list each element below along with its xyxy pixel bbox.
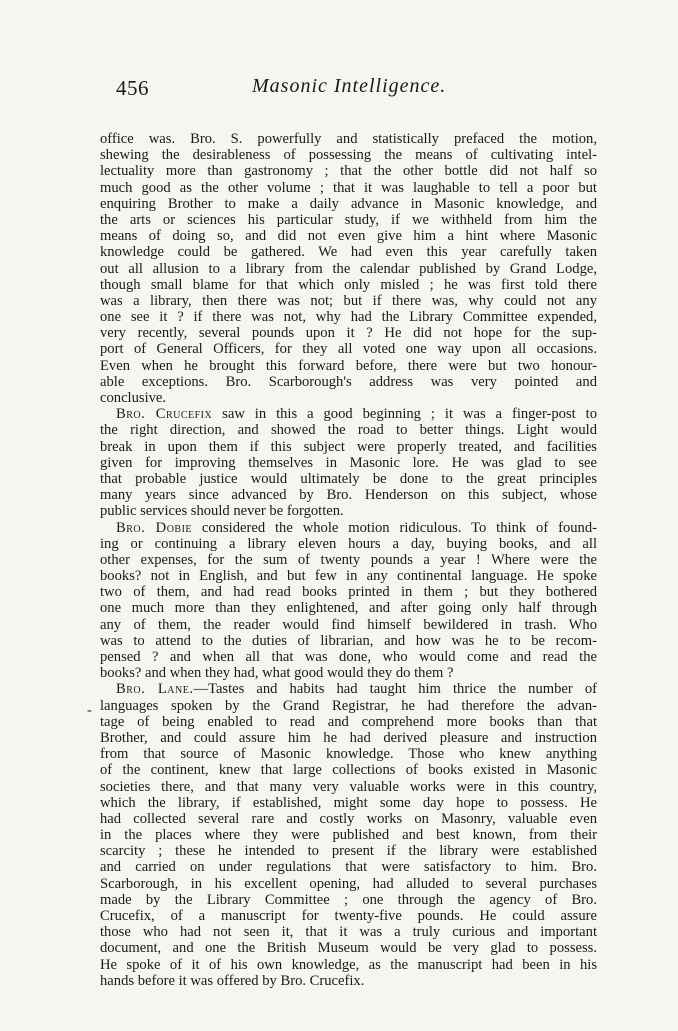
line-text: tage of being enabled to read and comprehend more books than that bbox=[100, 713, 597, 730]
text-line bbox=[100, 293, 597, 309]
line-text: of the continent, knew that large collections of books existed in Masonic bbox=[100, 762, 597, 779]
text-line bbox=[100, 196, 597, 212]
line-text: Crucefix, of a manuscript for twenty-five pounds. He could assure bbox=[100, 908, 597, 924]
line-text: those who had not seen it, that it was a truly curious and important bbox=[100, 924, 597, 941]
line-text: from that source of Masonic knowledge. Those who knew anything bbox=[100, 746, 597, 763]
text-line bbox=[100, 714, 597, 730]
line-text: any of them, the reader would find himself bewildered in trash. Who bbox=[100, 616, 597, 633]
text-line bbox=[100, 471, 597, 487]
page-header bbox=[102, 72, 598, 102]
line-text: languages spoken by the Grand Registrar, he had therefore the advan- bbox=[100, 697, 597, 714]
text-line bbox=[100, 244, 597, 260]
text-line bbox=[100, 552, 597, 568]
body-text bbox=[100, 131, 597, 989]
text-line bbox=[100, 617, 597, 633]
text-line bbox=[100, 147, 597, 163]
speaker-name: Bro. Dobie bbox=[116, 519, 193, 536]
line-text: ing or continuing a library eleven hours a day, buying books, and all bbox=[100, 535, 597, 552]
line-text: public services should never be forgotten. bbox=[100, 503, 344, 520]
line-text: shewing the desirableness of possessing the means of cultivating intel- bbox=[100, 147, 597, 164]
margin-mark: - bbox=[87, 703, 92, 718]
text-line bbox=[100, 779, 597, 795]
text-line bbox=[100, 957, 597, 973]
line-text: books? not in English, and but few in any continental language. He spoke bbox=[100, 568, 597, 585]
line-text: scarcity ; these he intended to present if the library were established bbox=[100, 843, 597, 860]
line-text: the arts or sciences his particular study, if we withheld from him the bbox=[100, 211, 597, 228]
line-text: the right direction, and showed the road to better things. Light would bbox=[100, 422, 597, 439]
text-line bbox=[100, 746, 597, 762]
text-line bbox=[100, 762, 597, 778]
text-line bbox=[100, 131, 597, 147]
text-line bbox=[100, 827, 597, 843]
line-text: given for improving themselves in Masonic lore. He was glad to see bbox=[100, 454, 597, 471]
line-text: books? and when they had, what good would they do them ? bbox=[100, 665, 454, 682]
text-line bbox=[100, 908, 597, 924]
line-text: in the places where they were published and best known, from their bbox=[100, 827, 597, 844]
page-number: 456 bbox=[116, 76, 149, 100]
text-line bbox=[100, 390, 597, 406]
line-text: Brother, and could assure him he had derived pleasure and instruction bbox=[100, 729, 597, 746]
line-text: made by the Library Committee ; one through the agency of Bro. bbox=[100, 891, 597, 908]
line-text: many years since advanced by Bro. Henderson on this subject, whose bbox=[100, 487, 597, 504]
text-line bbox=[100, 422, 597, 438]
text-line bbox=[100, 600, 597, 616]
text-line bbox=[100, 843, 597, 859]
text-line bbox=[100, 795, 597, 811]
line-text: that probable justice would ultimately be done to the great principles bbox=[100, 470, 597, 487]
line-text: very recently, several pounds upon it ? He did not hope for the sup- bbox=[100, 325, 597, 342]
text-line bbox=[100, 520, 597, 536]
line-text: Scarborough, in his excellent opening, had alluded to several purchases bbox=[100, 875, 597, 892]
text-line bbox=[100, 568, 597, 584]
line-text: enquiring Brother to make a daily advance in Masonic knowledge, and bbox=[100, 195, 597, 212]
text-line bbox=[100, 455, 597, 471]
text-line bbox=[100, 973, 597, 989]
running-title: Masonic Intelligence. bbox=[252, 75, 447, 97]
text-line bbox=[100, 439, 597, 455]
line-text: societies there, and that many very valuable works were in this country, bbox=[100, 778, 597, 795]
text-line bbox=[100, 163, 597, 179]
text-line bbox=[100, 584, 597, 600]
text-line bbox=[100, 940, 597, 956]
line-text: one much more than they enlightened, and after going only half through bbox=[100, 600, 597, 617]
text-line bbox=[100, 277, 597, 293]
line-text: able exceptions. Bro. Scarborough's address was very pointed and bbox=[100, 373, 597, 390]
text-line bbox=[100, 536, 597, 552]
line-text: lectuality more than gastronomy ; that the other bottle did not half so bbox=[100, 163, 597, 180]
text-line bbox=[100, 341, 597, 357]
text-line bbox=[100, 180, 597, 196]
text-line bbox=[100, 681, 597, 697]
text-line bbox=[100, 212, 597, 228]
line-text: office was. Bro. S. powerfully and statistically prefaced the motion, bbox=[100, 131, 597, 147]
text-line bbox=[100, 309, 597, 325]
line-text: though small blame for that which only misled ; he was first told there bbox=[100, 276, 597, 293]
text-line bbox=[100, 876, 597, 892]
line-text: much good as the other volume ; that it was laughable to tell a poor but bbox=[100, 179, 597, 196]
line-text: was to attend to the duties of librarian, and how was he to be recom- bbox=[100, 632, 597, 649]
text-line bbox=[100, 325, 597, 341]
line-text: considered the whole motion ridiculous. To think of found- bbox=[192, 519, 597, 536]
line-text: was a library, then there was not; but if there was, why could not any bbox=[100, 292, 597, 309]
text-line bbox=[100, 503, 597, 519]
line-text: Even when he brought this forward before, there were but two honour- bbox=[100, 357, 597, 374]
line-text: which the library, if established, might some day hope to possess. He bbox=[100, 794, 597, 811]
line-text: one see it ? if there was not, why had the Library Committee expended, bbox=[100, 309, 597, 326]
line-text: means of doing so, and did not even give him a hint where Masonic bbox=[100, 228, 597, 245]
speaker-name: Bro. Crucefix bbox=[116, 406, 213, 423]
line-text: He spoke of it of his own knowledge, as the manuscript had been in his bbox=[100, 956, 597, 973]
text-line bbox=[100, 358, 597, 374]
text-line bbox=[100, 730, 597, 746]
line-text: document, and one the British Museum would be very glad to possess. bbox=[100, 940, 597, 957]
line-text: saw in this a good beginning ; it was a finger-post to bbox=[212, 406, 597, 423]
line-text: break in upon them if this subject were properly treated, and facilities bbox=[100, 438, 597, 455]
text-line bbox=[100, 811, 597, 827]
text-line bbox=[100, 374, 597, 390]
text-line bbox=[100, 228, 597, 244]
text-line bbox=[100, 892, 597, 908]
line-text: hands before it was offered by Bro. Crucefix. bbox=[100, 972, 365, 989]
line-text: —Tastes and habits had taught him thrice the number of bbox=[193, 681, 597, 698]
line-text: other expenses, for the sum of twenty pounds a year ! Where were the bbox=[100, 551, 597, 568]
text-line bbox=[100, 633, 597, 649]
line-text: pensed ? and when all that was done, who would come and read the bbox=[100, 649, 597, 665]
line-text: conclusive. bbox=[100, 390, 167, 406]
text-line bbox=[100, 261, 597, 277]
line-text: knowledge could be gathered. We had even this year carefully taken bbox=[100, 244, 597, 261]
text-line bbox=[100, 406, 597, 422]
text-line bbox=[100, 924, 597, 940]
line-text: port of General Officers, for they all voted one way upon all occasions. bbox=[100, 341, 597, 358]
text-line bbox=[100, 649, 597, 665]
text-line bbox=[100, 859, 597, 875]
text-line bbox=[100, 487, 597, 503]
text-line bbox=[100, 698, 597, 714]
speaker-name: Bro. Lane. bbox=[116, 681, 194, 698]
line-text: two of them, and had read books printed in them ; but they bothered bbox=[100, 584, 597, 601]
line-text: out all allusion to a library from the calendar published by Grand Lodge, bbox=[100, 260, 597, 277]
line-text: had collected several rare and costly works on Masonry, valuable even bbox=[100, 810, 597, 827]
text-line bbox=[100, 665, 597, 681]
line-text: and carried on under regulations that were satisfactory to him. Bro. bbox=[100, 859, 597, 876]
